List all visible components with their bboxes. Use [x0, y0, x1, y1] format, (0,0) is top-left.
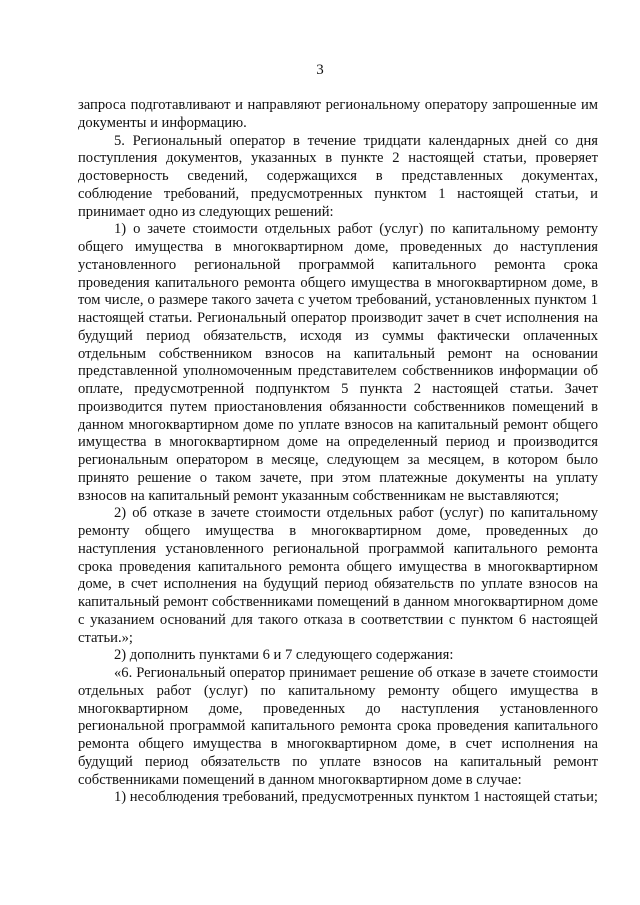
paragraph-subitem-2: 2) об отказе в зачете стоимости отдельных работ (услуг) по капитальному ремонту общего имущества в многоквартирном доме, проведенных до наступления установленного региональной программой капитального ремонта срока проведения капитального ремонта общего имущества в многоквартирном доме, в счет исполнения на будущий период обязательств по уплате взносов на капитальный ремонт собственниками помещений в данном многоквартирном доме с указанием оснований для такого отказа в соответствии с пунктом 6 настоящей статьи.»; [78, 505, 598, 646]
paragraph-subitem-1: 1) о зачете стоимости отдельных работ (услуг) по капитальному ремонту общего имущества в многоквартирном доме, проведенных до наступления установленного региональной программой капитального ремонта срока проведения капитального ремонта общего имущества в многоквартирном доме, в том числе, о размере такого зачета с учетом требований, установленных пунктом 1 настоящей статьи. Региональный оператор производит зачет в счет исполнения на будущий период обязательств, исходя из суммы фактически оплаченных отдельным собственником взносов на капитальный ремонт на основании представленной уполномоченным представителем собственников информации об оплате, предусмотренной подпунктом 5 пункта 2 настоящей статьи. Зачет производится путем приостановления обязанности собственников помещений в данном многоквартирном доме по уплате взносов на капитальный ремонт общего имущества в многоквартирном доме на определенный период и производится региональным оператором в месяце, следующем за месяцем, в котором было принято решение о таком зачете, при этом платежные документы на уплату взносов на капитальный ремонт указанным собственникам не выставляются; [78, 221, 598, 504]
page-number: 3 [316, 62, 324, 78]
paragraph-item-6: «6. Региональный оператор принимает решение об отказе в зачете стоимости отдельных работ (услуг) по капитальному ремонту общего имущества в многоквартирном доме, проведенных до наступления установленного региональной программой капитального ремонта срока проведения капитального ремонта общего имущества в многоквартирном доме, в счет исполнения на будущий период обязательств по уплате взносов на капитальный ремонт собственниками помещений в данном многоквартирном доме в случае: [78, 665, 598, 788]
document-body [78, 97, 598, 807]
paragraph-amendment-2: 2) дополнить пунктами 6 и 7 следующего содержания: [114, 647, 454, 664]
paragraph-item-5: 5. Региональный оператор в течение тридцати календарных дней со дня поступления документов, указанных в пункте 2 настоящей статьи, проверяет достоверность сведений, содержащихся в представленных документах, соблюдение требований, предусмотренных пунктом 1 настоящей статьи, и принимает одно из следующих решений: [78, 132, 598, 220]
paragraph-continuation: запроса подготавливают и направляют региональному оператору запрошенные им документы и информацию. [78, 97, 598, 131]
paragraph-item-6-subitem-1: 1) несоблюдения требований, предусмотренных пунктом 1 настоящей статьи; [114, 789, 598, 806]
